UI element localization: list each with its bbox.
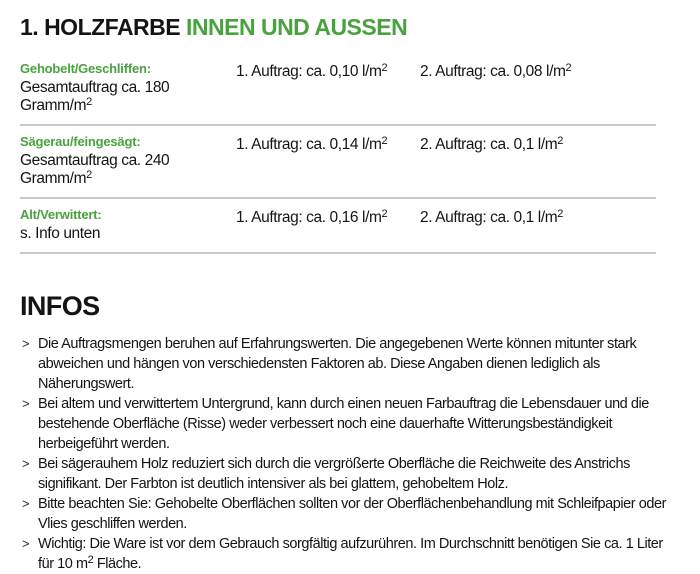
chevron-bullet-icon: >: [22, 336, 30, 351]
table-row: [20, 53, 656, 126]
list-item: [20, 494, 672, 534]
page-title: [20, 14, 680, 41]
second-coat-value: 2. Auftrag: ca. 0,1 $l/m^2$: [420, 135, 563, 153]
infos-heading: INFOS: [20, 291, 100, 321]
table-row: [20, 199, 656, 254]
superscript: 2: [565, 62, 572, 74]
superscript: 2: [557, 208, 563, 220]
surface-cell: [20, 132, 236, 188]
surface-type-label: Sägerau/feingesägt:: [20, 134, 141, 149]
page-title-green: INNEN UND AUSSEN: [180, 14, 408, 40]
superscript: 2: [381, 135, 388, 147]
second-coat-value: 2. Auftrag: ca. 0,1 $l/m^2$: [420, 208, 563, 226]
superscript: 2: [87, 554, 94, 566]
total-application-text: Gesamtauftrag ca. 180 Gramm/$m^2$: [20, 79, 170, 114]
chevron-bullet-icon: >: [22, 456, 30, 471]
total-application-text: Gesamtauftrag ca. 240 Gramm/$m^2$: [20, 152, 170, 187]
chevron-bullet-icon: >: [22, 536, 30, 551]
info-text: Bitte beachten Sie: Gehobelte Oberflächen sollten vor der Oberflächenbehandlung mit Schleifpapier oder Vlies geschliffen werden.: [38, 496, 666, 532]
list-item: [20, 454, 672, 494]
info-text: Wichtig: Die Ware ist vor dem Gebrauch sorgfältig aufzurühren. Im Durchschnitt benötigen Sie ca. 1 Liter für 10 $m^2$ Fläche.: [38, 536, 663, 572]
first-coat-value: 1. Auftrag: ca. 0,10 $l/m^2$: [236, 62, 388, 80]
surface-type-label: Alt/Verwittert:: [20, 207, 102, 222]
chevron-bullet-icon: >: [22, 496, 30, 511]
info-text: Bei altem und verwittertem Untergrund, kann durch einen neuen Farbauftrag die Lebensdauer und die bestehende Oberfläche (Risse) weder verbessert noch eine dauerhafte Witterungsbeständigkeit herbeigeführt werden.: [38, 396, 649, 452]
superscript: 2: [381, 208, 388, 220]
info-text: Bei sägerauhem Holz reduziert sich durch die vergrößerte Oberfläche die Reichweite des Anstrichs signifikant. Der Farbton ist deutlich intensiver als bei glattem, gehobeltem Holz.: [38, 456, 630, 492]
surface-cell: [20, 205, 236, 243]
first-coat-value: 1. Auftrag: ca. 0,14 $l/m^2$: [236, 135, 388, 153]
table-row: [20, 126, 656, 199]
superscript: 2: [86, 96, 92, 108]
list-item: [20, 394, 672, 454]
second-coat-value: 2. Auftrag: ca. 0,08 $l/m^2$: [420, 62, 572, 80]
surface-cell: [20, 59, 236, 115]
superscript: 2: [381, 62, 388, 74]
list-item: [20, 334, 672, 394]
chevron-bullet-icon: >: [22, 396, 30, 411]
first-coat-value: 1. Auftrag: ca. 0,16 $l/m^2$: [236, 208, 388, 226]
total-application-text: s. Info unten: [20, 225, 101, 242]
list-item: [20, 534, 672, 574]
info-list: [20, 334, 672, 574]
application-table: [20, 53, 656, 254]
info-text: Die Auftragsmengen beruhen auf Erfahrungswerten. Die angegebenen Werte können mitunter stark abweichen und hängen von verschiedensten Faktoren ab. Diese Angaben dienen lediglich als Näherungswert.: [38, 336, 637, 392]
superscript: 2: [86, 169, 92, 181]
page-title-black: 1. HOLZFARBE: [20, 14, 181, 40]
superscript: 2: [557, 135, 563, 147]
surface-type-label: Gehobelt/Geschliffen:: [20, 61, 151, 76]
